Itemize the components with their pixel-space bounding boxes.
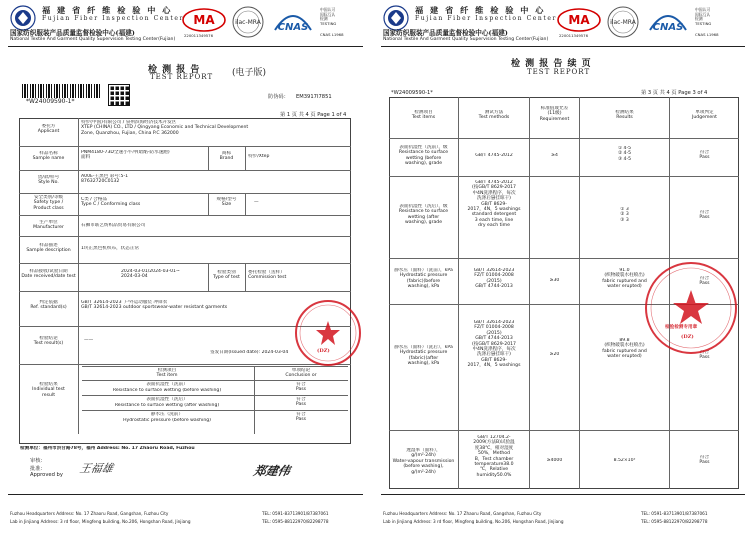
row-line (19, 146, 351, 147)
result-item-1-cn: 表面抗湿性（洗前） (146, 382, 188, 387)
col-head-methods: 测试方法 Test methods (478, 110, 510, 121)
cnas-logo (646, 8, 690, 38)
org-name-en: Fujian Fiber Inspection Center (42, 15, 185, 22)
header-rule (8, 46, 363, 47)
barcode (22, 84, 102, 98)
stamp-code: (DZ) (317, 348, 330, 354)
approved-label: 批准： (30, 466, 46, 472)
report-title-cn: 检 测 报 告 续 页 (511, 59, 592, 69)
cma-logo-icon (182, 8, 226, 32)
col-head-judgement: 单项判定 Judgement (692, 110, 717, 121)
signature-1: 王福雄 (78, 462, 115, 475)
sample-name-value: PNM4180-73D全速小牛冲(暗酷-防水速跑) 面料 (81, 150, 170, 161)
report-title-cn: 检 测 报 告 (148, 65, 201, 75)
row-1-item: 表面抗湿性（洗前），级 Resistance to surface wetting (before washing), grade (398, 145, 449, 167)
cma-logo-text: MA (568, 13, 590, 27)
footer-address-1: Fuzhou Headquarters Address: No. 17 Zhaoru Road, Gangshan, Fuzhou City (383, 511, 542, 516)
ilac-logo-text: ilac-MRA (610, 19, 636, 26)
ilac-logo-icon (232, 6, 264, 38)
class-value: C类 / 合格品 Type C / Conforming class (81, 197, 141, 208)
report-title-en: TEST REPORT (150, 73, 214, 81)
row-4-results: 89.8 (织物破裂水柱喷出) fabric ruptured and water erupted) (602, 338, 647, 360)
ilac-logo (607, 6, 641, 40)
cnas-logo-text: CNAS (277, 22, 309, 33)
anti-fake-code: EM3917I7851 (296, 94, 332, 100)
footer-tel-1: TEL: 0591-83713901/87387061 (262, 511, 329, 516)
footer-rule (8, 494, 363, 495)
date-label: 样品接收/试验日期 Date received/date test (21, 269, 76, 280)
center-name-en: National Textile And Garment Quality Supervision Testing Center(Fujian) (383, 37, 549, 42)
result-table-head-conclusion: 单项结论 Conclusion or (285, 368, 317, 379)
page-label: 第 1 页 共 4 页 Page 1 of 4 (280, 112, 347, 118)
official-stamp (295, 300, 361, 366)
result-table-head-item: 检测项目 Test item (156, 368, 178, 379)
barcode-text: *W24009590-1* (26, 98, 75, 105)
barcode-text: *W24009590-1* (391, 90, 433, 96)
applicant-label: 委托方 Applicant (37, 124, 60, 135)
style-label: 货/款/样号 Style No. (37, 175, 60, 186)
row-line (389, 430, 739, 431)
footer-address-1: Fuzhou Headquarters Address: No. 17 Zhaoru Road, Gangshan, Fuzhou City (10, 511, 169, 516)
cnas-logo-icon (646, 8, 690, 36)
cell-divider (245, 193, 246, 215)
test-result-label: 检验结论 Test result(s) (33, 336, 64, 347)
row-line (19, 170, 351, 171)
col-head-requirement: 标准值或允差 (11级) Requirement (539, 106, 570, 122)
col-head-results: 检测结果 Results (615, 110, 634, 121)
brand-label: 商标 Brand (219, 151, 234, 162)
inner-table-line (82, 366, 348, 367)
center-name-en: National Textile And Garment Quality Supervision Testing Center(Fujian) (10, 37, 176, 42)
row-3-method: GB/T 32614-2023 FZ/T 01004-2008 (2015) GB/T 4744-2013 (473, 268, 515, 290)
cma-number: 220011349576 (184, 33, 213, 38)
approved-label-en: Approved by (30, 472, 63, 478)
footer-address-2: Lab in Jinjiang Address: 3 rd floor, Mingfeng building, No.206, Hongshan Road, Jinjiang (383, 519, 564, 524)
style-value: A00E-王黑色 彩号:5-1 87632720C0132 (81, 174, 129, 185)
center-name-cn: 国家纺织服装产品质量监督检验中心(福建) (10, 29, 135, 37)
header-rule (381, 46, 745, 47)
row-1-judgement: 符合 Pass (699, 150, 710, 161)
size-label: 规格/型号 Size (216, 197, 237, 208)
row-2-method: GB/T 4745-2012 (按GB/T 8629-2017 中4N洗涤程序，每次 洗涤后悬挂晾干) GB/T 8629- 2017，4N，5 washings standard detergent 3 each time, line dry each time (467, 180, 521, 229)
stamp-text: 检验检测专用章 (665, 325, 698, 330)
applicant-value: 特步(中国)有限公司 / 泉州滨海经济技术开发区 XTEP (CHINA) CO., LTD / Qingyang Economic and Technical Development Zone, Quanzhou, Fujian, China P.C 362000 (81, 120, 249, 136)
result-item-2-cn: 表面抗湿性（洗后） (146, 397, 188, 402)
cell-divider (245, 146, 246, 170)
center-name-cn: 国家纺织服装产品质量监督检验中心(福建) (383, 29, 508, 37)
col-head-items: 检测项目 Test items (411, 110, 436, 121)
row-5-judgement: 符合 Pass (699, 455, 710, 466)
description-label: 样品描述 Sample description (26, 243, 71, 254)
cnas-logo-text: CNAS (652, 22, 684, 33)
footer-address-2: Lab in Jinjiang Address: 3 rd floor, Mingfeng building, No.206, Hongshan Road, Jinjiang (10, 519, 191, 524)
test-type-value: 委托检验（送样） Commission test (248, 270, 287, 281)
row-5-requirement: ≥4000 (546, 458, 563, 463)
cnas-number: CNAS L1968 (320, 32, 344, 37)
report-page-3 (379, 0, 750, 533)
row-3-results: 91.0 (织物破裂水柱喷出) fabric ruptured and water erupted) (602, 268, 647, 290)
row-3-judgement: 符合 Pass (699, 276, 710, 287)
org-name-cn: 福 建 省 纤 维 检 验 中 心 (42, 5, 173, 15)
standard-value: GB/T 32614-2023 户外运动服装 冲锋衣 GB/T 32614-2023 outdoor sportswear-water resistant garments (81, 300, 228, 311)
footer-tel-2: TEL: 0595-88122970/82298778 (641, 519, 708, 524)
row-1-method: GB/T 4745-2012 (475, 153, 513, 158)
row-4-requirement: ≥20 (549, 352, 560, 357)
cma-logo-icon (557, 8, 601, 32)
result-item-1-res: 符合 Pass (295, 382, 307, 393)
anti-fake-label: 防伪码： (268, 94, 289, 100)
row-5-results: 8.52×10³ (613, 458, 636, 463)
standard-label: 判定依据 Ref. standard(s) (30, 300, 67, 311)
row-line (19, 364, 351, 365)
size-value: — (254, 200, 259, 205)
ilac-logo-text: ilac-MRA (235, 19, 261, 26)
row-line (389, 176, 739, 177)
cma-logo (182, 8, 226, 38)
footer-tel-2: TEL: 0595-88122970/82298778 (262, 519, 329, 524)
row-3-item: 静水压（面料）（洗前），kPa Hydrostatic pressure (fabric)(before washing), kPa (394, 268, 453, 290)
description-value: 1块正黑色机织布，状态正常 (81, 246, 140, 251)
row-5-item: 透湿率（面料）， g/(m²·24h) Water-vapour transmission (before washing), g/(m²·24h) (392, 448, 455, 475)
row-4-method: GB/T 32614-2023 FZ/T 01004-2008 (2015) GB/T 4744-2013 (按GB/T 8629-2017 中4N洗涤程序，每次 洗涤后悬挂晾干) GB/T 8629- 2017，4N，5 washings (467, 320, 521, 369)
official-stamp (645, 262, 737, 354)
date-value: 2024-03-01/2024-03-01~ 2024-03-04 (121, 269, 180, 280)
row-line (389, 138, 739, 139)
individual-result-label: 检验结果 Individual test result (32, 382, 65, 398)
row-2-results: ① 3 ② 3 ③ 3 (620, 207, 629, 223)
result-item-3-res: 符合 Pass (295, 412, 307, 423)
footer-rule (381, 494, 745, 495)
row-line (19, 236, 351, 237)
org-name-en: Fujian Fiber Inspection Center (415, 15, 558, 22)
ilac-logo-icon (607, 6, 639, 38)
cnas-number: CNAS L1968 (695, 32, 719, 37)
row-2-judgement: 符合 Pass (699, 210, 710, 221)
cell-divider (245, 263, 246, 291)
cma-number: 220011349576 (559, 33, 588, 38)
row-3-requirement: ≥30 (549, 278, 560, 283)
class-label: 安全类别/等级 Safety type / Product class (33, 195, 64, 211)
result-item-1-en: Resistance to surface wetting (before washing) (112, 388, 222, 393)
row-line (19, 291, 351, 292)
row-2-item: 表面抗湿性（洗后），级 Resistance to surface wetting (after washing), grade (398, 204, 449, 226)
stamp-code: (DZ) (681, 334, 694, 340)
row-4-judgement: 符合 Pass (699, 350, 710, 361)
test-result-value: —— (84, 338, 94, 343)
issued-date: 签发日期(Issued date): 2024-03-04 (210, 350, 289, 355)
stamp-star-icon (297, 302, 359, 364)
cnas-note: 中国认可 国际互认 检测 TESTING (695, 7, 712, 26)
result-item-3-en: Hydrostatic pressure (before washing) (123, 418, 211, 423)
test-type-label: 检验类别 Type of test (213, 270, 240, 281)
inner-table-line (82, 380, 348, 381)
result-item-2-en: Resistance to surface wetting (after washing) (114, 403, 220, 408)
page-label: 第 3 页 共 4 页 Page 3 of 4 (641, 90, 708, 96)
cnas-logo (271, 8, 315, 38)
sample-name-label: 样品名称 Sample name (32, 151, 65, 162)
inner-table-line (82, 395, 348, 396)
report-version: (电子版) (232, 68, 267, 78)
row-line (389, 258, 739, 259)
row-5-method: GB/T 12704.2- 2009(方法B)试验温 度38℃，相对湿度 50%，Method B，Test chamber temperature38.0 ℃，Relative humidity50.0% (473, 435, 515, 478)
result-item-2-res: 符合 Pass (295, 397, 307, 408)
cma-logo-text: MA (193, 13, 215, 27)
manufacturer-label: 生产单位 Manufacturer (33, 220, 64, 231)
row-line (19, 215, 351, 216)
cnas-note: 中国认可 国际互认 检测 TESTING (320, 7, 337, 26)
row-line (19, 193, 351, 194)
cma-logo (557, 8, 601, 38)
footer-tel-1: TEL: 0591-83713901/87387061 (641, 511, 708, 516)
signature-2: 郑建伟 (252, 464, 292, 478)
checked-label: 审核： (30, 458, 46, 464)
ilac-logo (232, 6, 266, 40)
address-note: 检测单位：福州市洪甘路78号，福州 Address: No. 17 Zhaoru Road, Fuzhou (20, 446, 195, 451)
row-1-results: ① 4-5 ② 4-5 ③ 4-5 (617, 146, 632, 162)
row-4-item: 静水压（面料）（洗后），kPa Hydrostatic pressure (fabric)(after washing), kPa (394, 345, 453, 367)
qr-code (108, 84, 130, 106)
result-item-3-cn: 静水压（洗前） (150, 412, 184, 417)
report-title-en: TEST REPORT (527, 68, 591, 76)
row-line (19, 263, 351, 264)
brand-value: 特步/Xtep (248, 154, 270, 159)
row-1-requirement: ≥4 (551, 153, 558, 158)
table-divider (78, 118, 79, 434)
inner-table-line (82, 410, 348, 411)
manufacturer-value: 石狮市联艺纺织品贸易有限公司 (81, 223, 146, 228)
report-page-1 (0, 0, 371, 533)
org-name-cn: 福 建 省 纤 维 检 验 中 心 (415, 5, 546, 15)
cnas-logo-icon (271, 8, 315, 36)
